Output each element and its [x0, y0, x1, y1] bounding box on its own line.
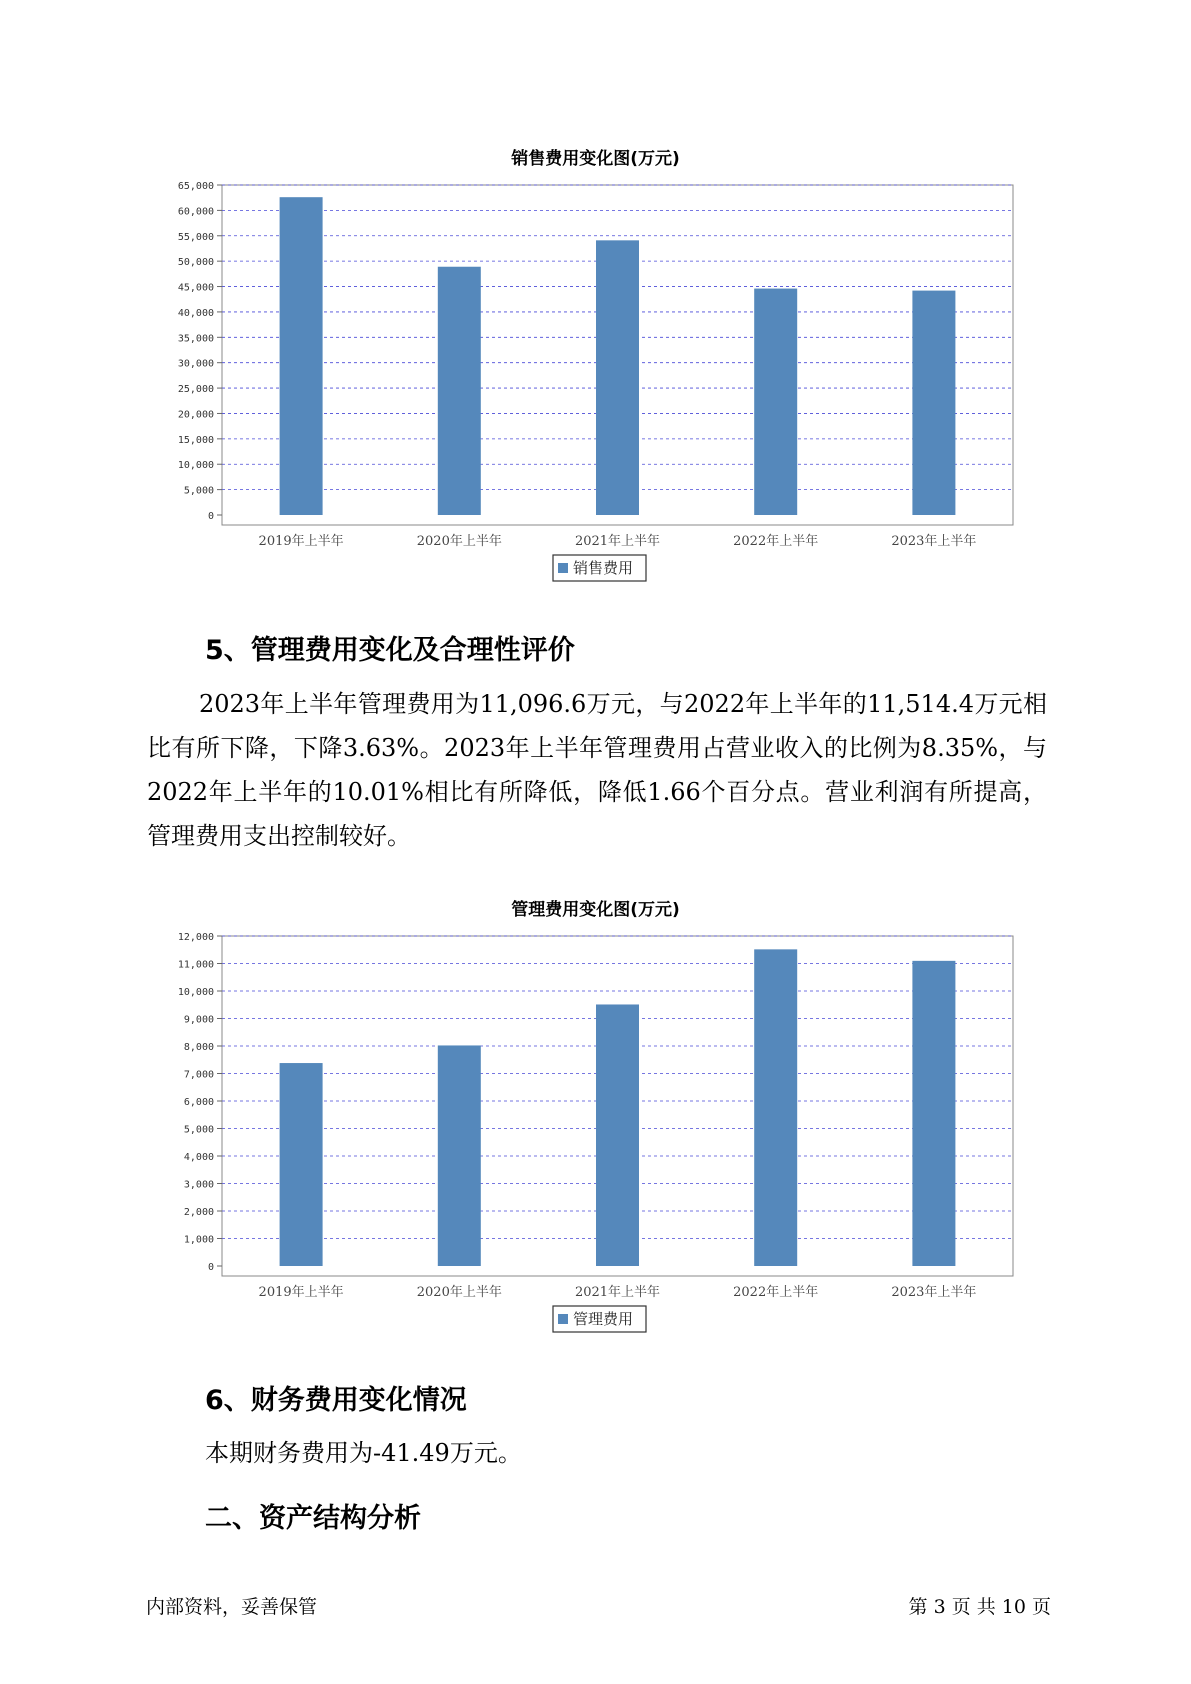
- bar: [912, 291, 955, 515]
- x-tick-label: 2023年上半年: [891, 1285, 977, 1300]
- legend-swatch: [558, 563, 568, 573]
- section6-paragraph: 本期财务费用为-41.49万元。: [205, 1439, 522, 1467]
- y-tick-label: 25,000: [177, 384, 214, 396]
- y-tick-label: 50,000: [177, 257, 214, 269]
- y-tick-label: 20,000: [177, 409, 214, 421]
- bar: [596, 240, 639, 515]
- section5-heading: 5、管理费用变化及合理性评价: [205, 635, 575, 666]
- legend-swatch: [558, 1314, 568, 1324]
- sales-chart-title: 销售费用变化图(万元): [511, 149, 680, 169]
- legend-label: 销售费用: [573, 559, 634, 577]
- y-tick-label: 12,000: [177, 932, 214, 943]
- y-tick-label: 4,000: [183, 1152, 214, 1163]
- y-tick-label: 65,000: [177, 181, 214, 192]
- section5-paragraph: 2023年上半年管理费用为11,096.6万元，与2022年上半年的11,514.4万元相比有所下降，下降3.63%。2023年上半年管理费用占营业收入的比例为8.35%，与2022年上半年的10.01%相比有所降低，降低1.66个百分点。营业利润有所提高，管理费用支出控制较好。: [147, 690, 1047, 850]
- y-tick-label: 5,000: [183, 485, 214, 497]
- x-tick-label: 2022年上半年: [733, 1285, 819, 1300]
- bar: [280, 1063, 323, 1266]
- y-tick-label: 0: [207, 1262, 214, 1273]
- bar: [438, 267, 481, 515]
- x-tick-label: 2021年上半年: [574, 1285, 661, 1300]
- sales-expense-chart: [0, 160, 1191, 600]
- legend-label: 管理费用: [573, 1310, 634, 1328]
- y-tick-label: 2,000: [183, 1207, 214, 1218]
- y-tick-label: 6,000: [183, 1097, 214, 1108]
- y-tick-label: 10,000: [177, 987, 214, 998]
- bar: [596, 1004, 639, 1266]
- y-tick-label: 60,000: [177, 206, 214, 218]
- y-tick-label: 55,000: [177, 231, 214, 243]
- x-tick-label: 2019年上半年: [258, 534, 344, 549]
- footer-page-number: 第 3 页 共 10 页: [908, 1596, 1051, 1618]
- x-tick-label: 2021年上半年: [574, 534, 661, 549]
- x-tick-label: 2020年上半年: [416, 534, 502, 549]
- bar: [280, 197, 323, 515]
- y-tick-label: 8,000: [183, 1042, 214, 1053]
- y-tick-label: 1,000: [183, 1234, 214, 1246]
- bar: [912, 961, 955, 1266]
- y-tick-label: 30,000: [177, 358, 214, 370]
- y-tick-label: 40,000: [177, 307, 214, 319]
- y-tick-label: 9,000: [183, 1014, 214, 1026]
- x-tick-label: 2020年上半年: [416, 1285, 502, 1300]
- y-tick-label: 3,000: [183, 1179, 214, 1191]
- y-tick-label: 0: [207, 511, 214, 522]
- y-tick-label: 10,000: [177, 460, 214, 472]
- y-tick-label: 11,000: [177, 959, 214, 971]
- y-tick-label: 45,000: [177, 282, 214, 294]
- y-tick-label: 7,000: [183, 1069, 214, 1081]
- section-two-heading: 二、资产结构分析: [205, 1503, 421, 1534]
- bar: [438, 1045, 481, 1266]
- admin-expense-chart: [0, 911, 1191, 1351]
- footer-confidential: 内部资料，妥善保管: [146, 1596, 318, 1618]
- section6-heading: 6、财务费用变化情况: [205, 1385, 467, 1416]
- x-tick-label: 2023年上半年: [891, 534, 977, 549]
- y-tick-label: 5,000: [183, 1124, 214, 1136]
- y-tick-label: 35,000: [177, 333, 214, 345]
- bar: [754, 949, 797, 1266]
- y-tick-label: 15,000: [177, 434, 214, 446]
- x-tick-label: 2019年上半年: [258, 1285, 344, 1300]
- x-tick-label: 2022年上半年: [733, 534, 819, 549]
- bar: [754, 289, 797, 515]
- admin-chart-title: 管理费用变化图(万元): [511, 900, 680, 920]
